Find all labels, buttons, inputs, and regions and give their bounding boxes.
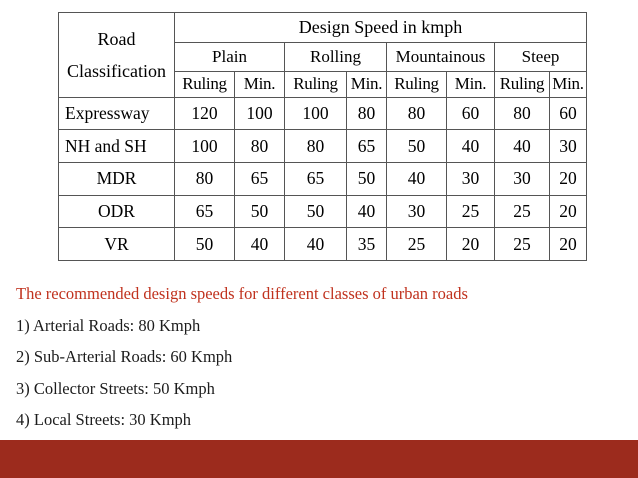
speed-cell: 50 xyxy=(285,195,347,228)
speed-cell: 20 xyxy=(550,195,587,228)
speed-cell: 100 xyxy=(285,97,347,130)
sub-header-ruling: Ruling xyxy=(175,71,235,97)
road-header-line1: Road xyxy=(97,28,136,49)
sub-header-ruling: Ruling xyxy=(387,71,447,97)
speed-cell: 25 xyxy=(387,228,447,261)
speed-cell: 25 xyxy=(447,195,495,228)
road-class-cell: VR xyxy=(59,228,175,261)
design-speed-table-container xyxy=(58,12,586,261)
speed-cell: 60 xyxy=(550,97,587,130)
notes-heading: The recommended design speeds for different classes of urban roads xyxy=(16,284,468,303)
road-class-cell: NH and SH xyxy=(59,130,175,163)
sub-header-min: Min. xyxy=(347,71,387,97)
road-header-line2: Classification xyxy=(67,60,166,81)
table-row xyxy=(59,163,587,196)
speed-cell: 20 xyxy=(550,163,587,196)
footer-bar xyxy=(0,440,638,478)
list-item: 4) Local Streets: 30 Kmph xyxy=(16,410,192,429)
road-class-cell: ODR xyxy=(59,195,175,228)
speed-cell: 30 xyxy=(447,163,495,196)
sub-header-min: Min. xyxy=(235,71,285,97)
list-item: 2) Sub-Arterial Roads: 60 Kmph xyxy=(16,347,233,366)
speed-cell: 20 xyxy=(447,228,495,261)
speed-cell: 50 xyxy=(175,228,235,261)
speed-cell: 120 xyxy=(175,97,235,130)
terrain-mountainous-header: Mountainous xyxy=(387,43,495,71)
design-speed-table xyxy=(58,12,587,261)
speed-cell: 40 xyxy=(347,195,387,228)
speed-cell: 65 xyxy=(285,163,347,196)
road-classification-header xyxy=(59,13,175,98)
speed-cell: 30 xyxy=(495,163,550,196)
speed-cell: 25 xyxy=(495,195,550,228)
speed-cell: 40 xyxy=(495,130,550,163)
road-class-cell: Expressway xyxy=(59,97,175,130)
speed-cell: 50 xyxy=(235,195,285,228)
speed-cell: 30 xyxy=(387,195,447,228)
table-row xyxy=(59,97,587,130)
speed-cell: 80 xyxy=(285,130,347,163)
speed-cell: 40 xyxy=(285,228,347,261)
speed-cell: 65 xyxy=(235,163,285,196)
sub-header-min: Min. xyxy=(447,71,495,97)
speed-cell: 35 xyxy=(347,228,387,261)
speed-cell: 80 xyxy=(387,97,447,130)
speed-cell: 40 xyxy=(235,228,285,261)
speed-cell: 30 xyxy=(550,130,587,163)
speed-cell: 80 xyxy=(495,97,550,130)
speed-cell: 60 xyxy=(447,97,495,130)
speed-cell: 40 xyxy=(387,163,447,196)
speed-cell: 40 xyxy=(447,130,495,163)
speed-cell: 80 xyxy=(347,97,387,130)
sub-header-ruling: Ruling xyxy=(495,71,550,97)
list-item: 1) Arterial Roads: 80 Kmph xyxy=(16,315,201,335)
speed-cell: 65 xyxy=(175,195,235,228)
terrain-plain-header: Plain xyxy=(175,43,285,71)
table-row xyxy=(59,228,587,261)
table-row xyxy=(59,195,587,228)
speed-cell: 20 xyxy=(550,228,587,261)
speed-cell: 100 xyxy=(235,97,285,130)
urban-speed-notes xyxy=(16,284,616,442)
table-row xyxy=(59,130,587,163)
terrain-steep-header: Steep xyxy=(495,43,587,71)
list-item: 3) Collector Streets: 50 Kmph xyxy=(16,378,215,398)
speed-cell: 50 xyxy=(387,130,447,163)
speed-cell: 80 xyxy=(235,130,285,163)
speed-cell: 50 xyxy=(347,163,387,196)
speed-cell: 65 xyxy=(347,130,387,163)
road-class-cell: MDR xyxy=(59,163,175,196)
speed-cell: 100 xyxy=(175,130,235,163)
terrain-rolling-header: Rolling xyxy=(285,43,387,71)
sub-header-min: Min. xyxy=(550,71,587,97)
speed-cell: 25 xyxy=(495,228,550,261)
speed-cell: 80 xyxy=(175,163,235,196)
sub-header-ruling: Ruling xyxy=(285,71,347,97)
design-speed-header: Design Speed in kmph xyxy=(175,13,587,43)
